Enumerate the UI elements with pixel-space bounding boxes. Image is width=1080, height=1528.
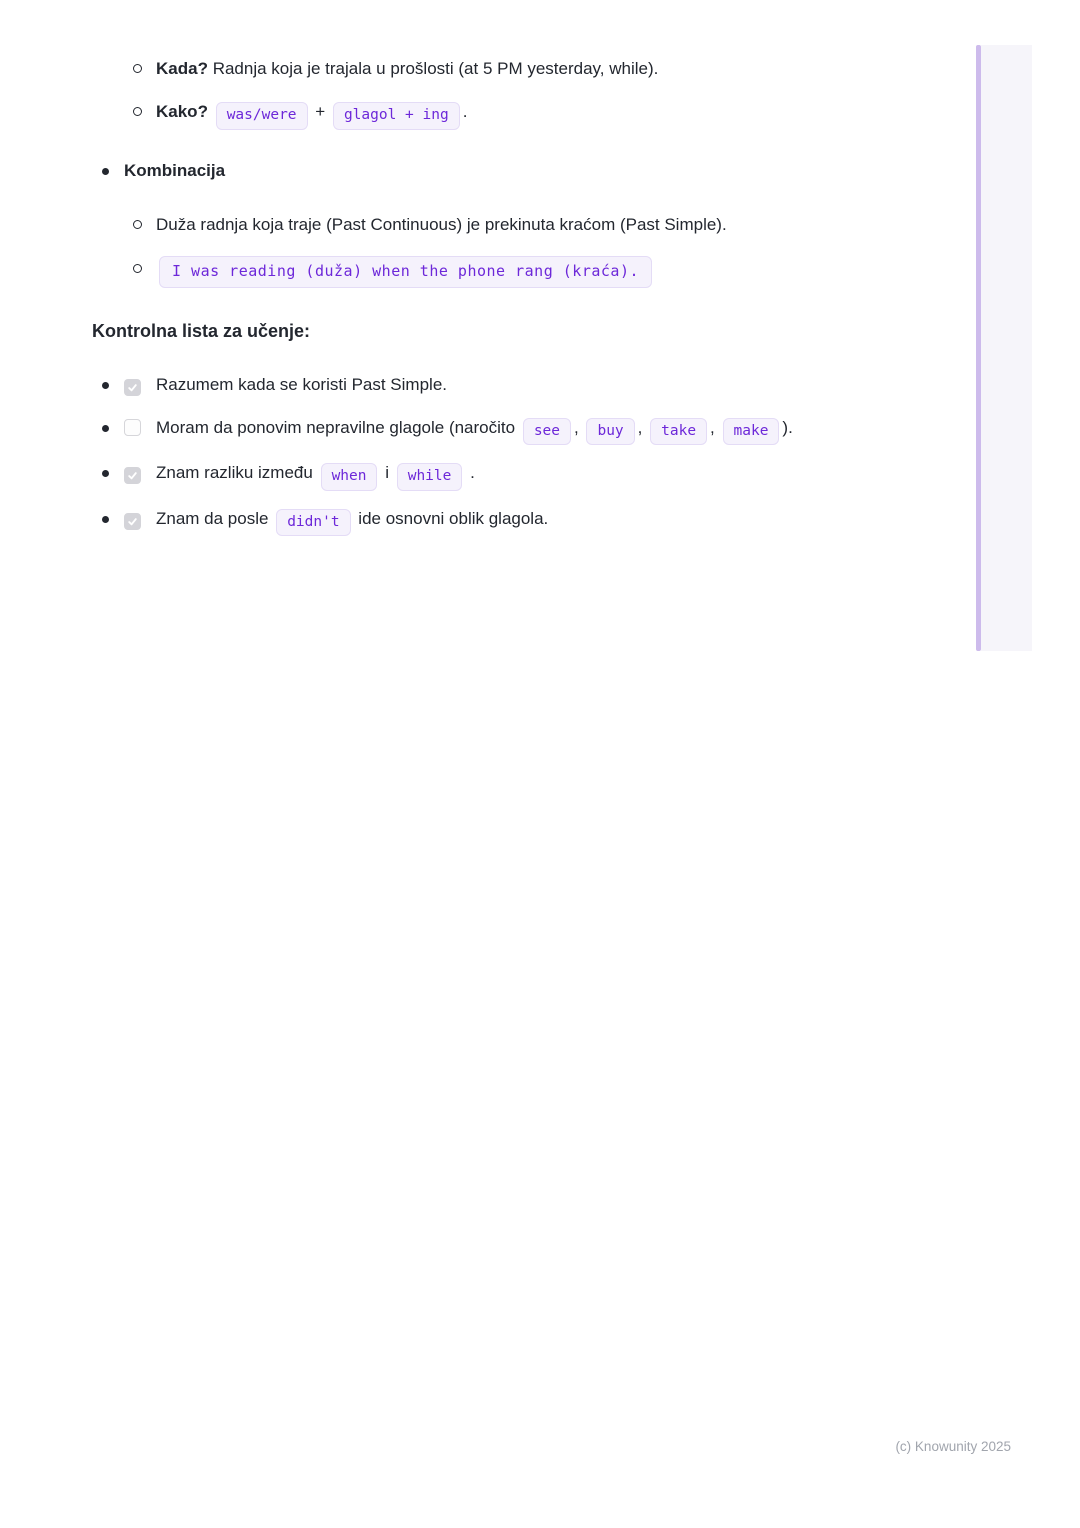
checkbox-unchecked[interactable]: [124, 419, 141, 436]
checklist-heading: Kontrolna lista za učenje:: [92, 320, 311, 341]
kako-period: .: [462, 102, 468, 121]
checklist-item: [92, 370, 798, 400]
checklist-text: Moram da ponovim nepravilne glagole (naročito: [156, 417, 520, 437]
list-item-kombinacija: [92, 156, 798, 288]
kombinacija-sublist: [124, 210, 798, 288]
checklist-text: ).: [782, 417, 793, 437]
checkbox-checked[interactable]: [124, 513, 141, 530]
check-icon: [127, 516, 138, 527]
duza-text: Duža radnja koja traje (Past Continuous) je prekinuta kraćom (Past Simple).: [156, 214, 727, 234]
code-chip: didn't: [276, 509, 350, 537]
checklist-text: ,: [637, 417, 648, 437]
code-chip: make: [723, 418, 780, 446]
check-icon: [127, 382, 138, 393]
checkbox-checked[interactable]: [124, 467, 141, 484]
code-chip: when: [321, 463, 378, 491]
code-chip: glagol + ing: [333, 102, 460, 130]
checklist-text: i: [380, 463, 394, 482]
plus-sign: +: [315, 102, 326, 121]
checklist-text: ide osnovni oblik glagola.: [353, 508, 549, 528]
kada-text: Radnja koja je trajala u prošlosti (at 5 PM yesterday, while).: [207, 59, 659, 78]
margin-highlight-panel: [981, 45, 1032, 651]
checklist-text: .: [465, 463, 475, 482]
checklist-text: ,: [574, 417, 584, 437]
checklist-item: [92, 458, 798, 491]
checklist-text: Znam razliku između: [156, 463, 318, 482]
list-item-kada: [124, 54, 798, 84]
code-chip: was/were: [216, 102, 308, 130]
check-icon: [127, 470, 138, 481]
intro-sublist: [124, 54, 798, 130]
checklist-text: Znam da posle: [156, 508, 274, 528]
list-item-kako: [124, 97, 798, 130]
document-content: [92, 44, 798, 549]
checklist-text: Razumem kada se koristi Past Simple.: [156, 374, 447, 394]
kombinacija-label: Kombinacija: [124, 160, 226, 180]
checklist-text: ,: [710, 417, 720, 437]
footer-copyright: (c) Knowunity 2025: [895, 1439, 1011, 1454]
code-chip: take: [650, 418, 707, 446]
code-chip: while: [397, 463, 463, 491]
code-chip: see: [523, 418, 571, 446]
list-item-example: [124, 254, 798, 288]
kada-label: Kada?: [156, 59, 208, 78]
checklist-item: [92, 504, 798, 537]
code-chip: buy: [586, 418, 634, 446]
checklist: [92, 370, 798, 537]
example-code-chip: I was reading (duža) when the phone rang (kraća).: [159, 256, 652, 288]
kako-label: Kako?: [156, 102, 208, 121]
checkbox-checked[interactable]: [124, 379, 141, 396]
kombinacija-list: [92, 156, 798, 288]
list-item-duza: [124, 210, 798, 240]
checklist-item: [92, 413, 798, 446]
